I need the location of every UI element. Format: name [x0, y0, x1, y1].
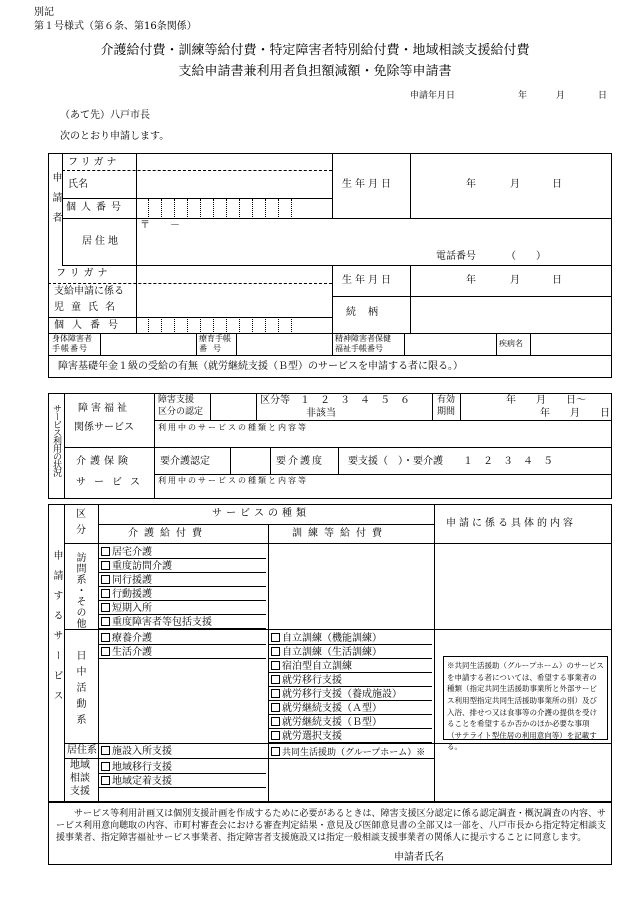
- disability-handbook-label-2: 手帳番号: [52, 344, 88, 353]
- service-item-label: 重度障害者等包括支援: [112, 617, 212, 628]
- kubun-header-2: 分: [76, 525, 86, 536]
- phone-label: 電話番号: [436, 251, 476, 262]
- child-number-label: 個人番号: [54, 320, 126, 331]
- valid-from: 年 月 日～: [506, 395, 586, 406]
- child-birth-month: 月: [510, 275, 520, 286]
- checkbox[interactable]: [271, 661, 280, 670]
- service-item[interactable]: [271, 633, 382, 644]
- checkbox[interactable]: [271, 689, 280, 698]
- service-item[interactable]: [101, 633, 260, 644]
- service-item-label: 自立訓練（生活訓練）: [282, 647, 382, 658]
- service-item-label: 地域定着支援: [112, 776, 172, 787]
- date-label: 申請年月日: [410, 91, 456, 101]
- service-item[interactable]: [271, 689, 402, 700]
- postal-mark[interactable]: 〒 －: [140, 220, 180, 231]
- service-item[interactable]: [101, 776, 260, 787]
- applicant-furigana-label: フリガナ: [68, 157, 120, 168]
- services-side-label: 申請するサービス: [51, 550, 62, 710]
- category-visit: 訪問系・その他: [74, 552, 85, 629]
- service-item[interactable]: [101, 589, 260, 600]
- date-month: 月: [556, 91, 566, 101]
- service-item[interactable]: [101, 561, 260, 572]
- care-column-header: 介護給付費: [128, 528, 208, 539]
- disease-label: 疾病名: [499, 339, 523, 348]
- category-residence: 居住系: [67, 745, 97, 756]
- residence-training-item[interactable]: 共同生活援助（グループホーム）※: [271, 747, 425, 758]
- applicant-number-label: 個人番号: [66, 202, 126, 213]
- checkbox[interactable]: [101, 762, 110, 771]
- service-item[interactable]: [271, 717, 382, 728]
- checkbox[interactable]: [271, 731, 280, 740]
- care-in-use-label: 利用中のサービスの種類と内容等: [158, 476, 308, 485]
- checkbox[interactable]: [101, 603, 110, 612]
- service-item[interactable]: [101, 603, 260, 614]
- child-number-cells[interactable]: [136, 317, 292, 333]
- valid-label-2: 期間: [437, 407, 456, 417]
- applicant-birth-year: 年: [466, 179, 476, 190]
- service-item-label: 地域移行支援: [112, 762, 172, 773]
- kubun-digits[interactable]: １ ２ ３ ４ ５ ６: [300, 395, 410, 406]
- service-item[interactable]: [271, 675, 426, 686]
- service-item-label: 同行援護: [112, 575, 152, 586]
- applicant-birth-day: 日: [552, 179, 562, 190]
- checkbox[interactable]: [271, 675, 280, 684]
- cert-label-2: 区分の認定: [158, 407, 204, 417]
- checkbox[interactable]: [101, 647, 110, 656]
- pension-note: 障害基礎年金１級の受給の有無（就労継続支援（Ｂ型）のサービスを申請する者に限る。）: [58, 361, 463, 372]
- category-community-1: 地域: [70, 760, 90, 771]
- valid-label-1: 有効: [437, 395, 456, 405]
- date-day: 日: [598, 91, 608, 101]
- service-item-label: 重度訪問介護: [112, 561, 172, 572]
- service-item[interactable]: [271, 731, 426, 742]
- training-column-header: 訓練等給付費: [292, 528, 388, 539]
- service-item-label: 宿泊型自立訓練: [282, 661, 352, 672]
- care-title: 介護保険: [76, 456, 132, 467]
- not-applicable-label[interactable]: 非該当: [306, 408, 336, 419]
- care-degree-label: 要介護度: [276, 456, 324, 467]
- child-birth-day: 日: [552, 275, 562, 286]
- ryouiku-handbook-label-2: 番号: [199, 344, 227, 353]
- care-cert-label: 要介護認定: [160, 456, 210, 467]
- mental-handbook-label-1: 精神障害者保健: [335, 334, 391, 343]
- service-item-label: 就労継続支援（Ａ型）: [282, 703, 382, 714]
- grouphome-note: ※共同生活援助（グループホーム）のサービスを申請する者については、希望する事業者の種類（指定共同生活援助事業所と外部サービス利用型指定共同生活援助事業所の別）及び入浴、排せつ又は食事等の介護の提供を受けることを希望するか否かのほか必要な事項（サテライト型住居の利用意向等）を記載する。: [443, 656, 608, 740]
- consent-text: サービス等利用計画又は個別支援計画を作成するために必要があるときは、障害支援区分認定に係る認定調査・概況調査の内容、サービス利用意向聴取の内容、市町村審査会における審査判定結果・意見及び医師意見書の全部又は一部を、八戸市長から指定特定相談支援事業者、指定障害福祉サービス事業者、指定障害者支援施設又は指定一般相談支援事業者の関係人に提示することに同意します。: [56, 809, 606, 844]
- service-item[interactable]: [101, 547, 260, 558]
- category-community-2: 相談: [70, 773, 90, 784]
- category-day: 日中活動系: [74, 650, 85, 730]
- date-year: 年: [518, 91, 528, 101]
- form-number: 第１号様式（第６条、第16条関係）: [34, 21, 197, 32]
- checkbox[interactable]: [101, 589, 110, 598]
- checkbox[interactable]: [271, 703, 280, 712]
- applicant-birth-label: 生年月日: [342, 179, 394, 190]
- service-item-label: 生活介護: [112, 647, 152, 658]
- service-item-label: 就労移行支援（養成施設）: [282, 689, 402, 700]
- checkbox[interactable]: [101, 575, 110, 584]
- mental-handbook-label-2: 福祉手帳番号: [335, 344, 383, 353]
- service-item-label: 就労移行支援: [282, 675, 342, 686]
- child-birth-year: 年: [466, 275, 476, 286]
- signature-label: 申請者氏名: [394, 852, 444, 863]
- service-item-label: 就労継続支援（Ｂ型）: [282, 717, 382, 728]
- service-item[interactable]: [101, 575, 260, 586]
- service-item[interactable]: [101, 647, 260, 658]
- page-subtitle: 支給申請書兼利用者負担額減額・免除等申請書: [178, 64, 452, 79]
- annex-label: 別記: [34, 7, 54, 18]
- address-label: 居住地: [82, 236, 121, 247]
- detail-header: 申請に係る具体的内容: [446, 518, 576, 529]
- checkbox[interactable]: [271, 747, 280, 756]
- ryouiku-handbook-label-1: 療育手帳: [199, 334, 231, 343]
- status-side-label: サービス利用の状況: [51, 404, 61, 476]
- checkbox[interactable]: [101, 776, 110, 785]
- cert-label-1: 障害支援: [158, 395, 195, 405]
- valid-to: 年 月 日: [540, 408, 610, 419]
- applicant-birth-month: 月: [510, 179, 520, 190]
- kubun-label: 区分等: [260, 395, 290, 406]
- child-name-label-2: 児童氏名: [54, 302, 122, 313]
- applicant-name-label: 氏名: [68, 179, 88, 190]
- applicant-number-cells[interactable]: [136, 199, 292, 219]
- service-item[interactable]: [101, 762, 260, 773]
- page-title: 介護給付費・訓練等給付費・特定障害者特別給付費・地域相談支援給付費: [100, 43, 530, 58]
- checkbox[interactable]: [101, 561, 110, 570]
- welfare-title: 障害福祉: [78, 403, 130, 414]
- child-birth-label: 生年月日: [342, 275, 394, 286]
- service-item-label: 療養介護: [112, 633, 152, 644]
- checkbox[interactable]: [271, 633, 280, 642]
- service-item-label: 行動援護: [112, 589, 152, 600]
- intro-text: 次のとおり申請します。: [60, 131, 170, 142]
- child-furigana-label: フリガナ: [56, 268, 112, 279]
- applicant-side-label: 申請者: [50, 172, 61, 232]
- service-type-header: サービスの種類: [212, 508, 310, 519]
- service-item-label: 短期入所: [112, 603, 152, 614]
- service-item[interactable]: [101, 617, 212, 628]
- welfare-in-use-label: 利用中のサービスの種類と内容等: [158, 423, 308, 432]
- service-item[interactable]: [271, 661, 352, 672]
- child-name-label-1: 支給申請に係る: [54, 286, 124, 297]
- care-scale[interactable]: 要支援（ ）・要介護 １ ２ ３ ４ ５: [348, 456, 553, 467]
- kubun-header-1: 区: [76, 509, 86, 520]
- phone-paren[interactable]: （ ）: [506, 251, 546, 262]
- welfare-service-label: 関係サービス: [74, 422, 134, 433]
- checkbox[interactable]: [101, 633, 110, 642]
- service-item-label: 就労選択支援: [282, 731, 342, 742]
- checkbox[interactable]: [271, 717, 280, 726]
- residence-care-item[interactable]: 施設入所支援: [101, 746, 258, 757]
- service-item[interactable]: [271, 647, 382, 658]
- service-item[interactable]: [271, 703, 382, 714]
- addressee: （あて先）八戸市長: [60, 110, 150, 121]
- checkbox[interactable]: [101, 547, 110, 556]
- checkbox[interactable]: [101, 617, 110, 626]
- care-service-label: サービス: [76, 477, 148, 488]
- child-relation-label: 続柄: [346, 307, 390, 318]
- category-community-3: 支援: [70, 786, 90, 797]
- checkbox[interactable]: [271, 647, 280, 656]
- disability-handbook-label-1: 身体障害者: [52, 334, 92, 343]
- service-item-label: 居宅介護: [112, 547, 152, 558]
- service-item-label: 自立訓練（機能訓練）: [282, 633, 382, 644]
- checkbox[interactable]: [101, 746, 110, 755]
